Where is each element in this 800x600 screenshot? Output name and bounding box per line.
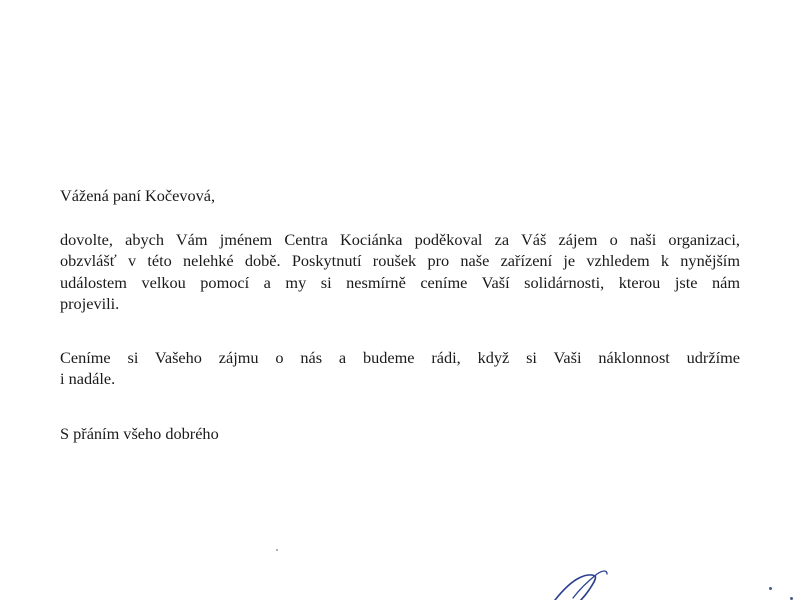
handwritten-signature — [545, 560, 665, 600]
paragraph-line: dovolte, abych Vám jménem Centra Kociánka poděkoval za Váš zájem o naši organizaci, — [60, 229, 740, 249]
closing-phrase: S přáním všeho dobrého — [60, 423, 219, 443]
paragraph-line: i nadále. — [60, 369, 116, 388]
letter-body — [60, 185, 740, 444]
paragraph-line: událostem velkou pomocí a my si nesmírně ceníme Vaší solidárnosti, kterou jste nám — [60, 272, 740, 292]
paragraph-line: Ceníme si Vašeho zájmu o nás a budeme rádi, když si Vaši náklonnost udržíme — [60, 347, 740, 367]
paragraph-line: projevili. — [60, 294, 120, 313]
paragraph-thanks — [60, 229, 740, 315]
salutation: Vážená paní Kočevová, — [60, 186, 216, 205]
paragraph-appreciation — [60, 347, 740, 390]
paragraph-line: obzvlášť v této nelehké době. Poskytnutí roušek pro naše zařízení je vzhledem k nynějším — [60, 251, 740, 270]
scan-speck — [769, 587, 772, 590]
scan-speck — [276, 549, 278, 551]
